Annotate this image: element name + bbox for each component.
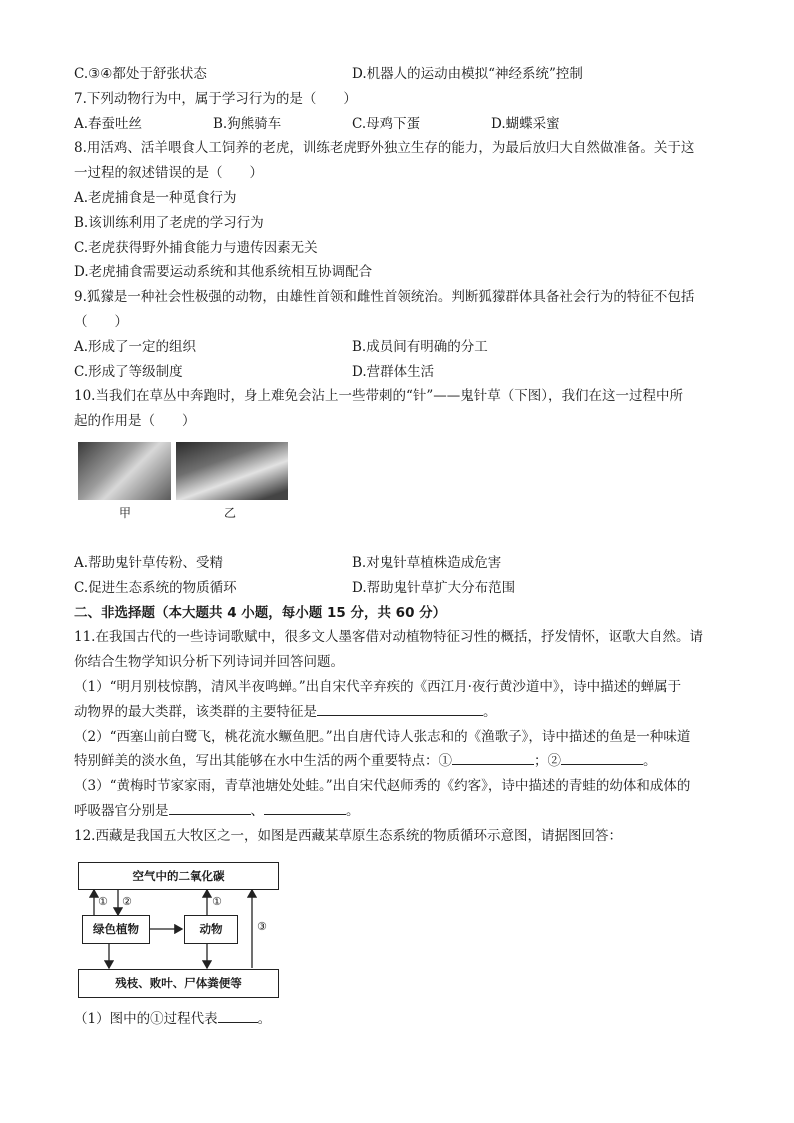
label-3: ③ <box>257 919 267 933</box>
answer-blank[interactable] <box>264 799 346 815</box>
q7-stem: 7.下列动物行为中，属于学习行为的是（ ） <box>74 90 357 107</box>
carbon-cycle-diagram <box>74 857 284 1007</box>
q12-sub1-text: （1）图中的①过程代表 <box>74 1010 218 1027</box>
q8-stem-line1: 8.用活鸡、活羊喂食人工饲养的老虎，训练老虎野外独立生存的能力，为最后放归大自然做准备。关于这 <box>74 140 695 157</box>
q10-stem-line1: 10.当我们在草丛中奔跑时，身上难免会沾上一些带刺的“针”——鬼针草（下图），我们在这一过程中所 <box>74 388 684 405</box>
photo-yi <box>176 442 288 500</box>
q10-option-b: B.对鬼针草植株造成危害 <box>352 554 502 571</box>
q6-options-cd <box>74 62 724 87</box>
photo-jia <box>78 442 171 500</box>
q8-option-d: D.老虎捕食需要运动系统和其他系统相互协调配合 <box>74 264 373 281</box>
q7-option-d: D.蝴蝶采蜜 <box>491 115 560 132</box>
q11-part2-line1: （2）“西塞山前白鹭飞，桃花流水鳜鱼肥。”出自唐代诗人张志和的《渔歌子》，诗中描述的鱼是一种味道 <box>74 728 691 745</box>
section-heading: 二、非选择题（本大题共 4 小题，每小题 15 分，共 60 分） <box>74 604 447 621</box>
q8-option-b: B.该训练利用了老虎的学习行为 <box>74 214 264 231</box>
period: 。 <box>643 753 657 770</box>
q11-part1-line2 <box>74 700 724 725</box>
q10-option-d: D.帮助鬼针草扩大分布范围 <box>352 579 516 596</box>
period: 。 <box>346 802 360 819</box>
q9-option-b: B.成员间有明确的分工 <box>352 338 488 355</box>
box-animals: 动物 <box>184 915 238 944</box>
q10-figure <box>74 442 724 537</box>
box-remains: 残枝、败叶、尸体粪便等 <box>78 969 279 998</box>
option-d: D.机器人的运动由模拟“神经系统”控制 <box>352 66 583 82</box>
q8-option-c: C.老虎获得野外捕食能力与遗传因素无关 <box>74 239 318 256</box>
q8-stem-line2: 一过程的叙述错误的是（ ） <box>74 165 263 182</box>
q7-option-a: A.春蚕吐丝 <box>74 115 143 132</box>
q9-stem-line2: （ ） <box>74 313 128 330</box>
q9-option-d: D.营群体生活 <box>352 363 435 380</box>
q9-option-c: C.形成了等级制度 <box>74 363 183 380</box>
q9-options-cd <box>74 360 724 385</box>
label-1: ① <box>98 894 108 908</box>
box-green-plants: 绿色植物 <box>82 915 150 944</box>
q12-stem: 12.西藏是我国五大牧区之一，如图是西藏某草原生态系统的物质循环示意图，请据图回答： <box>74 827 622 844</box>
q11-part3-text: 呼吸器官分别是 <box>74 802 169 819</box>
photo-label-yi: 乙 <box>224 505 237 520</box>
q11-part1-text: 动物界的最大类群，该类群的主要特征是 <box>74 703 317 720</box>
q8-option-a: A.老虎捕食是一种觅食行为 <box>74 189 237 206</box>
q11-part2-line2 <box>74 749 724 774</box>
answer-blank[interactable] <box>169 799 251 815</box>
separator: 、 <box>250 802 264 819</box>
q12-sub1 <box>74 1007 724 1032</box>
period: 。 <box>483 703 497 720</box>
q11-stem-line2: 你结合生物学知识分析下列诗词并回答问题。 <box>74 654 344 671</box>
q11-part2-text: 特别鲜美的淡水鱼，写出其能够在水中生活的两个重要特点：① <box>74 753 452 770</box>
q7-options <box>74 112 724 137</box>
answer-blank[interactable] <box>452 749 534 765</box>
q7-option-c: C.母鸡下蛋 <box>352 115 421 132</box>
q11-stem-line1: 11.在我国古代的一些诗词歌赋中，很多文人墨客借对动植物特征习性的概括，抒发情怀，讴歌大自然。请 <box>74 629 703 646</box>
q10-option-c: C.促进生态系统的物质循环 <box>74 579 237 596</box>
label-2: ② <box>122 894 132 908</box>
q10-option-a: A.帮助鬼针草传粉、受精 <box>74 554 224 571</box>
q11-part3-line2 <box>74 799 724 824</box>
label-1b: ① <box>212 894 222 908</box>
option-c: C.③④都处于舒张状态 <box>74 66 207 82</box>
answer-blank[interactable] <box>218 1007 258 1023</box>
q9-stem-line1: 9.狐獴是一种社会性极强的动物，由雄性首领和雌性首领统治。判断狐獴群体具备社会行为的特征不包括 <box>74 289 695 306</box>
box-air-co2: 空气中的二氧化碳 <box>78 862 279 890</box>
photo-label-jia: 甲 <box>119 505 132 520</box>
exam-page <box>74 62 724 1031</box>
period: 。 <box>257 1010 272 1027</box>
q10-stem-line2: 起的作用是（ ） <box>74 413 196 430</box>
q11-part1-line1: （1）“明月别枝惊鹊，清风半夜鸣蝉。”出自宋代辛弃疾的《西江月·夜行黄沙道中》，诗中描述的蝉属于 <box>74 678 682 695</box>
answer-blank[interactable] <box>561 749 643 765</box>
q9-option-a: A.形成了一定的组织 <box>74 338 197 355</box>
q11-part3-line1: （3）“黄梅时节家家雨，青草池塘处处蛙。”出自宋代赵师秀的《约客》，诗中描述的青蛙的幼体和成体的 <box>74 778 691 795</box>
q9-options-ab <box>74 335 724 360</box>
q10-options-cd <box>74 576 724 601</box>
q7-option-b: B.狗熊骑车 <box>213 115 282 132</box>
q10-options-ab <box>74 551 724 576</box>
separator: ；② <box>534 753 561 770</box>
answer-blank[interactable] <box>317 700 483 716</box>
